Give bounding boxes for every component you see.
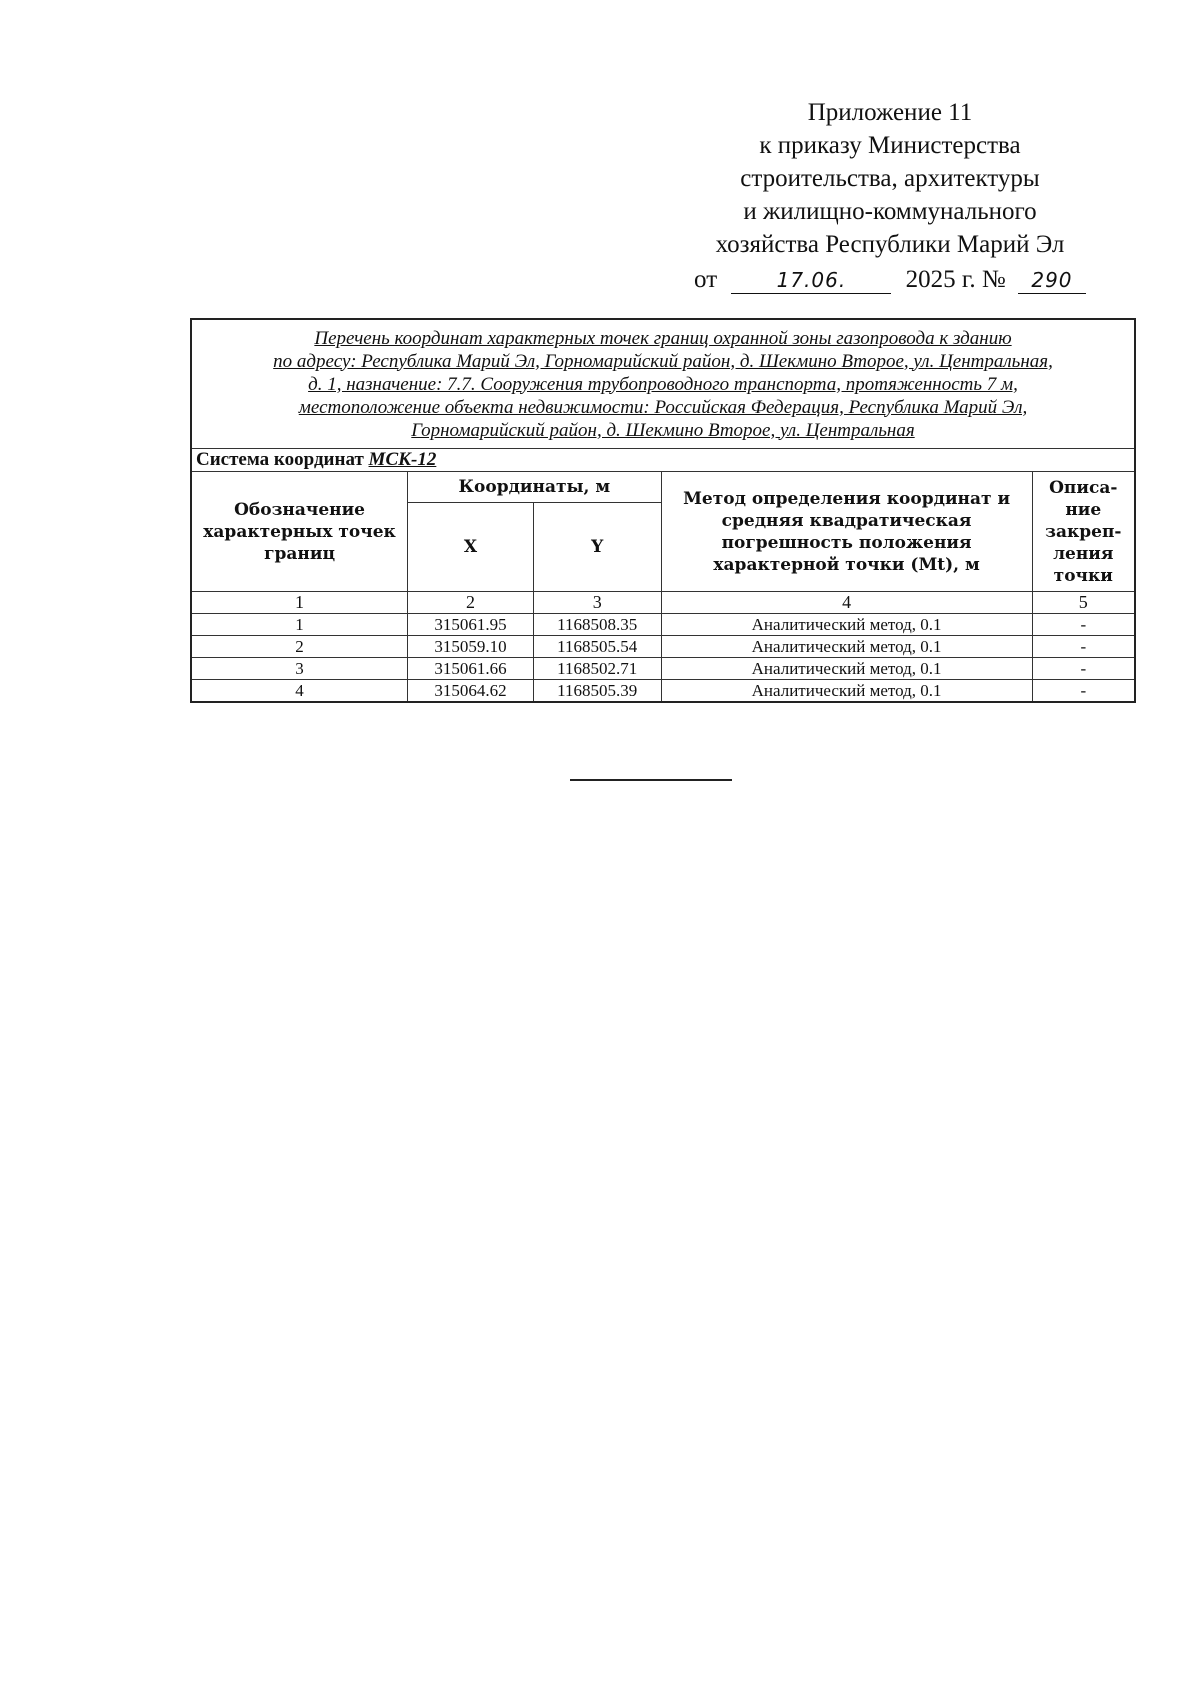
caption-line: д. 1, назначение: 7.7. Сооружения трубопроводного транспорта, протяженность 7 м, <box>308 373 1018 395</box>
handwritten-order-number: 290 <box>1018 267 1086 294</box>
appendix-line-republic: хозяйства Республики Марий Эл <box>715 231 1065 258</box>
appendix-title: Приложение 11 <box>807 99 973 126</box>
header-description-line: точки <box>1053 565 1113 586</box>
header-description-line: закреп- <box>1045 521 1122 542</box>
table-row <box>191 614 1135 636</box>
coord-y: 1168502.71 <box>533 658 661 680</box>
method: Аналитический метод, 0.1 <box>661 636 1032 658</box>
description: - <box>1032 680 1135 703</box>
appendix-line-order: к приказу Министерства <box>759 132 1021 159</box>
coord-y: 1168505.54 <box>533 636 661 658</box>
header-method <box>661 472 1032 592</box>
header-method-line: погрешность положения <box>721 532 972 553</box>
from-label: от <box>694 266 718 293</box>
header-y: Y <box>533 503 661 592</box>
column-number-row <box>191 592 1135 614</box>
system-value: МСК-12 <box>368 449 437 470</box>
header-method-line: характерной точки (Mt), м <box>713 554 980 575</box>
coord-x: 315059.10 <box>408 636 534 658</box>
appendix-line-ministry: строительства, архитектуры <box>740 165 1040 192</box>
header-description-line: Описа- <box>1049 477 1118 498</box>
header-description <box>1032 472 1135 592</box>
header-description-line: ления <box>1053 543 1114 564</box>
header-designation <box>191 472 408 592</box>
coord-x: 315061.66 <box>408 658 534 680</box>
method: Аналитический метод, 0.1 <box>661 614 1032 636</box>
coordinate-system <box>191 449 1135 472</box>
handwritten-date: 17.06. <box>731 267 891 294</box>
appendix-line-housing: и жилищно-коммунального <box>743 198 1037 225</box>
point-id: 2 <box>191 636 408 658</box>
caption-row <box>191 319 1135 449</box>
point-id: 4 <box>191 680 408 703</box>
appendix-header <box>660 96 1120 296</box>
column-number: 5 <box>1032 592 1135 614</box>
header-designation-line: характерных точек <box>203 521 396 542</box>
order-year: 2025 г. № <box>905 266 1006 293</box>
header-designation-line: границ <box>264 543 336 564</box>
method: Аналитический метод, 0.1 <box>661 658 1032 680</box>
column-number: 4 <box>661 592 1032 614</box>
column-number: 2 <box>408 592 534 614</box>
header-description-line: ние <box>1065 499 1102 520</box>
table-caption <box>191 319 1135 449</box>
table-row <box>191 680 1135 703</box>
header-x: X <box>408 503 534 592</box>
order-date-line <box>660 263 1120 296</box>
system-label: Система координат <box>196 449 364 470</box>
coordinates-table <box>190 318 1136 703</box>
header-coordinates: Координаты, м <box>408 472 662 503</box>
column-number: 1 <box>191 592 408 614</box>
table-row <box>191 636 1135 658</box>
description: - <box>1032 614 1135 636</box>
point-id: 3 <box>191 658 408 680</box>
caption-line: Перечень координат характерных точек границ охранной зоны газопровода к зданию <box>314 327 1012 349</box>
header-designation-line: Обозначение <box>234 499 365 520</box>
description: - <box>1032 658 1135 680</box>
column-number: 3 <box>533 592 661 614</box>
coord-x: 315061.95 <box>408 614 534 636</box>
coord-x: 315064.62 <box>408 680 534 703</box>
system-row <box>191 449 1135 472</box>
header-method-line: Метод определения координат и <box>683 488 1011 509</box>
table-row <box>191 658 1135 680</box>
coord-y: 1168505.39 <box>533 680 661 703</box>
caption-line: местоположение объекта недвижимости: Российская Федерация, Республика Марий Эл, <box>298 396 1028 418</box>
coord-y: 1168508.35 <box>533 614 661 636</box>
header-method-line: средняя квадратическая <box>721 510 972 531</box>
method: Аналитический метод, 0.1 <box>661 680 1032 703</box>
caption-line: Горномарийский район, д. Шекмино Второе, ул. Центральная <box>411 419 915 441</box>
separator-line <box>570 779 732 781</box>
caption-line: по адресу: Республика Марий Эл, Горномарийский район, д. Шекмино Второе, ул. Центральная, <box>273 350 1053 372</box>
point-id: 1 <box>191 614 408 636</box>
header-row-1 <box>191 472 1135 503</box>
description: - <box>1032 636 1135 658</box>
